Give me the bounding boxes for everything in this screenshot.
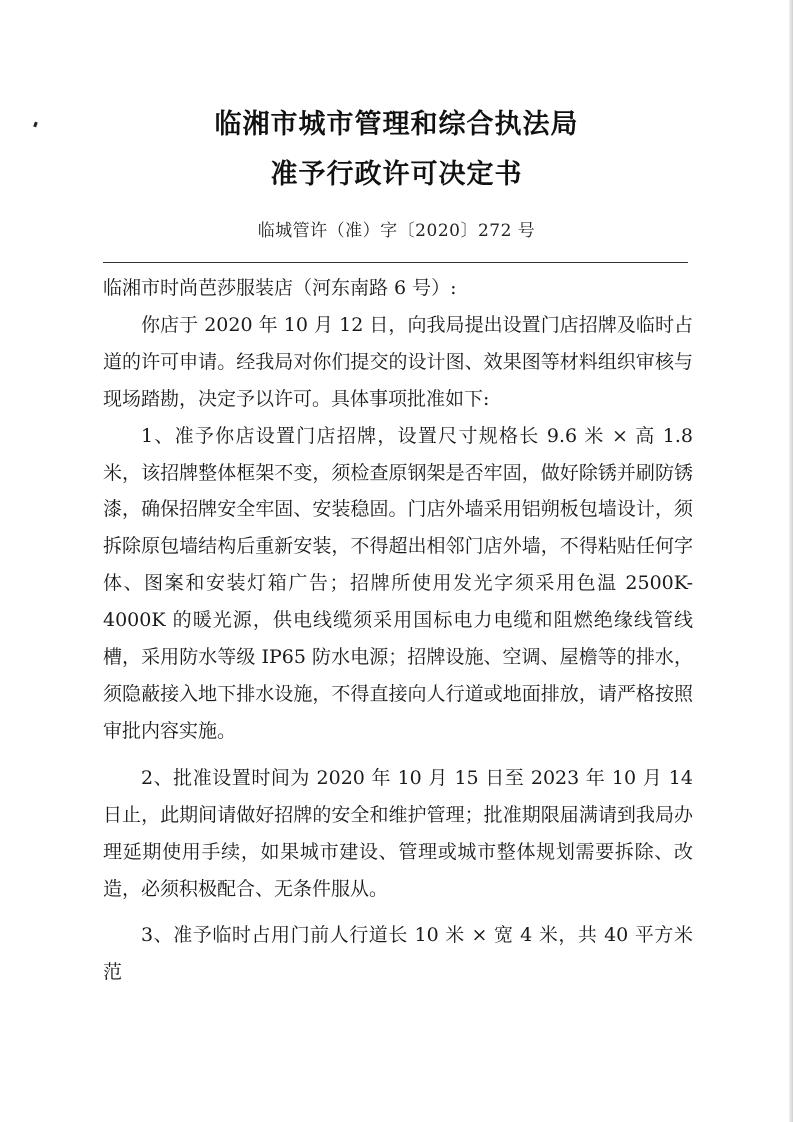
document-body	[103, 270, 693, 991]
paragraph-item-3: 3、准予临时占用门前人行道长 10 米 × 宽 4 米，共 40 平方米范	[103, 924, 693, 984]
header-divider	[103, 262, 688, 263]
document-title: 准予行政许可决定书	[270, 159, 523, 190]
scan-edge	[789, 0, 793, 1122]
paragraph-item-2: 2、批准设置时间为 2020 年 10 月 15 日至 2023 年 10 月 14 日止，此期间请做好招牌的安全和维护管理；批准期限届满请到我局办理延期使用手续，如果城市建设、管理或城市整体规划需要拆除、改造，必须积极配合、无条件服从。	[103, 766, 693, 900]
paragraph-item-1: 1、准予你店设置门店招牌，设置尺寸规格长 9.6 米 × 高 1.8 米，该招牌整体框架不变，须检查原钢架是否牢固，做好除锈并刷防锈漆，确保招牌安全牢固、安装稳固。门店外墙采用铝朔板包墙设计，须拆除原包墙结构后重新安装，不得超出相邻门店外墙，不得粘贴任何字体、图案和安装灯箱广告；招牌所使用发光字须采用色温 2500K-4000K 的暖光源，供电线缆须采用国标电力电缆和阻燃绝缘线管线槽，采用防水等级 IP65 防水电源；招牌设施、空调、屋檐等的排水，须隐蔽接入地下排水设施，不得直接向人行道或地面排放，请严格按照审批内容实施。	[103, 424, 693, 742]
addressee: 临湘市时尚芭莎服装店（河东南路 6 号）:	[103, 277, 457, 299]
document-number: 临城管许（准）字〔2020〕272 号	[257, 221, 536, 241]
paragraph-intro: 你店于 2020 年 10 月 12 日，向我局提出设置门店招牌及临时占道的许可申请。经我局对你们提交的设计图、效果图等材料组织审核与现场踏勘，决定予以许可。具体事项批准如下:	[103, 313, 693, 410]
org-title: 临湘市城市管理和综合执法局	[214, 109, 579, 140]
